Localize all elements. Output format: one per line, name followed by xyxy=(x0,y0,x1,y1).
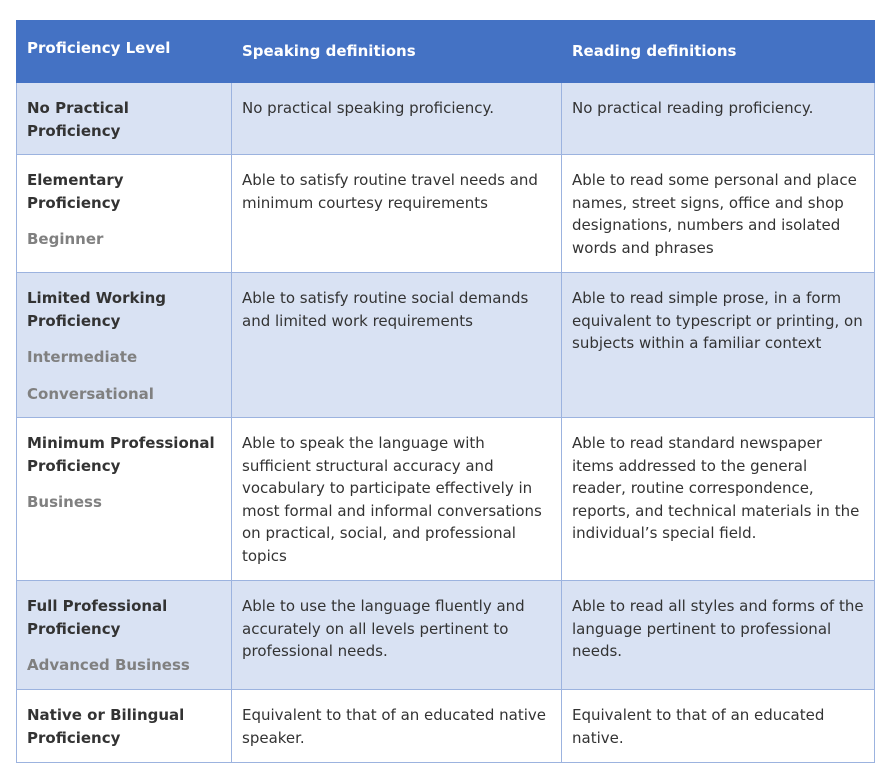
table-row xyxy=(17,83,875,155)
level-name: Full Professional Proficiency xyxy=(27,597,168,638)
level-name: No Practical Proficiency xyxy=(27,99,129,140)
level-alias: Conversational xyxy=(27,384,154,403)
header-proficiency-level: Proficiency Level xyxy=(17,21,232,83)
reading-cell: Able to read simple prose, in a form equivalent to typescript or printing, on subjects within a familiar context xyxy=(562,273,875,418)
speaking-cell: Able to use the language fluently and accurately on all levels pertinent to professional needs. xyxy=(232,581,562,690)
level-cell xyxy=(17,690,232,763)
header-reading-definitions: Reading definitions xyxy=(562,21,875,83)
speaking-cell: Able to satisfy routine social demands and limited work requirements xyxy=(232,273,562,418)
level-cell xyxy=(17,155,232,273)
level-cell xyxy=(17,83,232,155)
proficiency-table xyxy=(16,20,875,763)
level-name: Elementary Proficiency xyxy=(27,171,124,212)
reading-cell: Able to read some personal and place names, street signs, office and shop designations, numbers and isolated words and phrases xyxy=(562,155,875,273)
table-row xyxy=(17,418,875,581)
level-alias: Beginner xyxy=(27,230,104,248)
level-cell xyxy=(17,273,232,418)
table-row xyxy=(17,273,875,418)
reading-cell: Able to read standard newspaper items addressed to the general reader, routine correspondence, reports, and technical materials in the individual’s special field. xyxy=(562,418,875,581)
reading-cell: No practical reading proficiency. xyxy=(562,83,875,155)
speaking-cell: Equivalent to that of an educated native speaker. xyxy=(232,690,562,763)
table-row xyxy=(17,581,875,690)
level-alias: Advanced Business xyxy=(27,656,190,674)
table-row xyxy=(17,690,875,763)
speaking-cell: Able to satisfy routine travel needs and minimum courtesy requirements xyxy=(232,155,562,273)
level-alias: Intermediate xyxy=(27,348,138,366)
table-row xyxy=(17,155,875,273)
reading-cell: Able to read all styles and forms of the language pertinent to professional needs. xyxy=(562,581,875,690)
header-speaking-definitions: Speaking definitions xyxy=(232,21,562,83)
speaking-cell: No practical speaking proficiency. xyxy=(232,83,562,155)
reading-cell: Equivalent to that of an educated native. xyxy=(562,690,875,763)
level-cell xyxy=(17,418,232,581)
level-name: Native or Bilingual Proficiency xyxy=(27,706,185,747)
level-name: Minimum Professional Proficiency xyxy=(27,434,215,475)
level-alias: Business xyxy=(27,493,102,511)
table-header xyxy=(17,21,875,83)
level-cell xyxy=(17,581,232,690)
speaking-cell: Able to speak the language with sufficient structural accuracy and vocabulary to participate effectively in most formal and informal conversations on practical, social, and professional topics xyxy=(232,418,562,581)
level-name: Limited Working Proficiency xyxy=(27,289,167,330)
